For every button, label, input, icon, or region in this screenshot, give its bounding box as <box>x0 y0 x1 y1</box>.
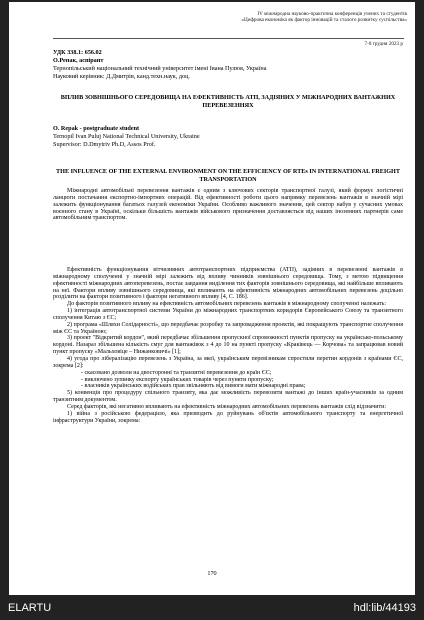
body-paragraph: - виключено зупинку експорту українських товарів через пункти пропуску; <box>81 376 274 383</box>
body-paragraph: Ефективність функціонування вітчизняних автотранспортних підприємства (АТП), задіяних в перевезенні вантажів в міжнародному сполученні у значній мірі залежить від впливу чинників зовнішнього середовища. Тому, з метою підвищення ефективності міжнародних автоперевезень, постає завдання виділення тих факторів зовнішнього середовища, які найбільше впливають на неї. Фактори впливу зовнішнього середовища, які впливають на ефективність міжнародних автомобільних перевезень доцільно розділити на фактори позитивного і фактори негативного впливу [4, С. 186]. <box>53 267 403 301</box>
body-paragraph: 2) програма «Шляхи Солідарності», що передбачає розробку та запровадження проектів, які покращують транспортне сполучення між ЄС та Україною; <box>53 321 403 335</box>
body-paragraph: - власників українських водійських прав звільняють від вимоги мати міжнародні права; <box>81 383 306 390</box>
body-paragraph: До факторів позитивного впливу на ефективність автомобільних перевезень вантажів в міжнародному сполученні належать: <box>67 301 386 308</box>
body-paragraph: 5) конвенція про процедуру спільного транзиту, яка дає можливість перевозити вантажі до інших країн-учасників за одним транзитним документом. <box>53 390 403 404</box>
repository-name: ELARTU <box>8 602 52 614</box>
header-line-1: IV міжнародна науково-практична конференція учених та студентів <box>257 11 407 17</box>
body-paragraph: 1) війна з російською федерацією, яка призводить до руйнувань об'єктів автомобільного транспорту та енергетичної інфраструктури України, зокрема: <box>53 410 403 424</box>
author-en: O. Repak - postgraduate student <box>53 125 140 132</box>
repository-footer <box>0 598 424 620</box>
supervisor-ua: Науковий керівник: Д.Дмитрів, канд.техн.наук, доц. <box>53 73 190 80</box>
conference-header <box>237 11 407 24</box>
article-body <box>53 267 403 424</box>
title-ua: ВПЛИВ ЗОВНІШНЬОГО СЕРЕДОВИЩА НА ЕФЕКТИВНІСТЬ АТП, ЗАДІЯНИХ У МІЖНАРОДНИХ ВАНТАЖНИХ ПЕРЕВЕЗЕННЯХ <box>60 94 396 109</box>
document-page <box>9 2 415 595</box>
body-paragraph: - скасовано дозволи на двосторонні та транзитні перевезення до країн ЄС; <box>81 369 272 376</box>
meta-en <box>53 125 403 149</box>
body-paragraph: 4) угода про лібералізацію перевезень з Україна, за якої, українським перевізникам спростили перетин кордонів з країнами ЄС, зокрема [2]: <box>53 355 403 369</box>
body-paragraph: 1) інтеграція автотранспортної системи України до міжнародних транспортних коридорів Європейського Союзу та транзитного сполучення Китаю з ЄС; <box>53 308 403 321</box>
abstract-paragraph: Міжнародні автомобільні перевезення вантажів є одним з ключових секторів транспортної галузі, який формує логістичні ланцюги постачання експортно-імпортних операцій. Від ефективності роботи цього напрямку перевезень вантажів в значній мірі залежить функціонування багатьох галузей економіки України. Особливо важливого значення, цей сектор набув у сучасних умовах воєнного стану в Україні, оскільки більшість вантажів військового призначення доставляється від наших іноземних партнерів саме автомобільним транспортом. <box>53 188 403 222</box>
header-rule <box>53 38 404 39</box>
author-ua: О.Репак, аспірант <box>53 57 104 64</box>
body-paragraph: 3) проект "Відкритий кордон", який передбачає збільшення пропускної спроможності пунктів пропуску на українсько-польському кордоні. Назараз збільшена кількість смуг для вантажівок з 4 до 10 на пункті пропуску «Краківець — Корчова» та запрацював новий пункт пропуску «Мальховіце – Нижанковичі» [1]; <box>53 335 403 356</box>
header-line-2: «Цифрова економіка як фактор інновацій та сталого розвитку суспільства» <box>241 17 407 24</box>
supervisor-en: Supervisor: D.Dmytriv Ph.D, Assos Prof. <box>53 141 156 148</box>
affiliation-ua: Тернопільський національний технічний університет імені Івана Пулюя, Україна <box>53 65 267 72</box>
affiliation-en: Ternopil Ivan Puluj National Technical University, Ukraine <box>53 133 200 140</box>
abstract <box>53 188 403 222</box>
page-number: 170 <box>207 570 217 577</box>
meta-ua <box>53 49 403 81</box>
handle-id: hdl:lib/44193 <box>353 602 416 614</box>
body-paragraph: Серед факторів, які негативно впливають на ефективність міжнародних автомобільних перевезень вантажів слід відзначити: <box>67 403 387 410</box>
title-en: THE INFLUENCE OF THE EXTERNAL ENVIRONMENT ON THE EFFICIENCY OF RTEs IN INTERNATIONAL FREIGHT TRANSPORTATION <box>56 168 400 183</box>
conference-date: 7-8 грудня 2023 р <box>364 41 403 47</box>
udc-code: УДК 338.1: 656.02 <box>53 49 102 56</box>
